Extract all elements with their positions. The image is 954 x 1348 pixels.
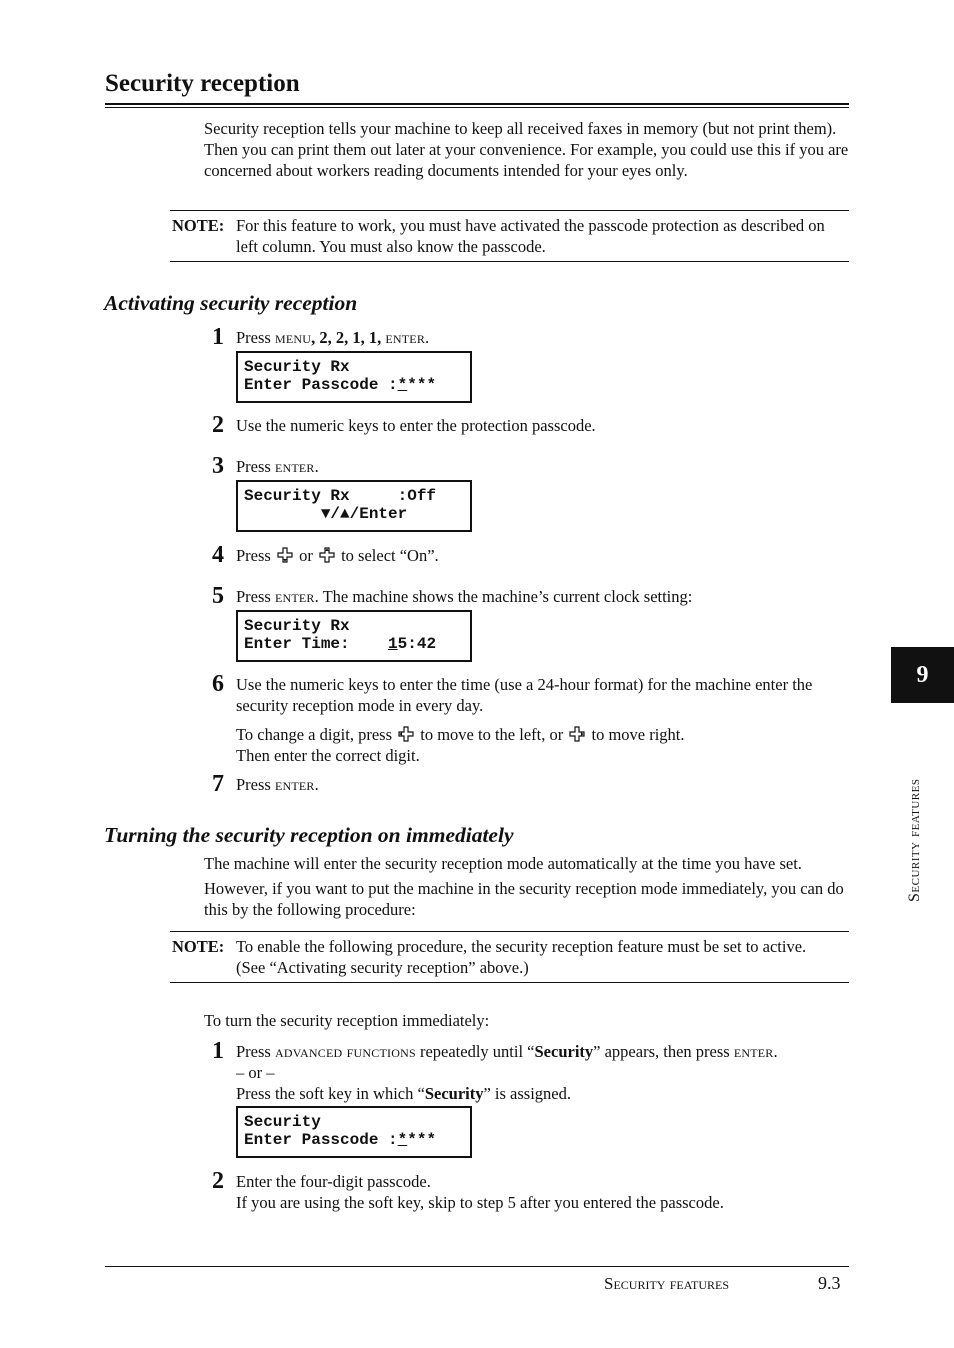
paragraph: However, if you want to put the machine in the security reception mode immediately, you can do this by the following procedure: bbox=[204, 879, 844, 919]
arrow-up-key-icon bbox=[319, 547, 335, 563]
lcd-display: Security Enter Passcode :**** bbox=[236, 1106, 472, 1158]
step-subtext: To change a digit, press to move to the left, or to move right. Then enter the correct digit. bbox=[236, 725, 685, 765]
arrow-down-key-icon bbox=[277, 547, 293, 563]
enter-key: enter bbox=[385, 328, 426, 347]
note-rule-top bbox=[170, 931, 849, 932]
step-text: Press enter. bbox=[236, 457, 319, 476]
arrow-left-key-icon bbox=[398, 726, 414, 742]
intro-paragraph: Security reception tells your machine to keep all received faxes in memory (but not print them). Then you can print them out later at your convenience. For example, you could use this if you are concerned about workers reading documents intended for your eyes only. bbox=[204, 119, 849, 180]
enter-key: enter bbox=[274, 775, 315, 794]
enter-key: enter bbox=[274, 457, 315, 476]
step-text: Use the numeric keys to enter the protection passcode. bbox=[236, 416, 596, 435]
step-number: 6 bbox=[212, 671, 224, 697]
arrow-right-key-icon bbox=[569, 726, 585, 742]
step-text: Press or to select “On”. bbox=[236, 546, 439, 565]
page-title: Security reception bbox=[105, 70, 300, 97]
advanced-functions-key: advanced functions bbox=[274, 1042, 416, 1061]
step-number: 2 bbox=[212, 412, 224, 438]
note-label: NOTE: bbox=[172, 937, 225, 956]
paragraph: The machine will enter the security reception mode automatically at the time you have set. bbox=[204, 854, 802, 873]
note-text: For this feature to work, you must have activated the passcode protection as described on left column. You must also know the passcode. bbox=[236, 216, 825, 256]
section-heading-activating: Activating security reception bbox=[104, 291, 358, 315]
enter-key: enter bbox=[274, 587, 315, 606]
chapter-tab: 9 bbox=[891, 647, 954, 703]
note-rule-bottom bbox=[170, 261, 849, 262]
step-number: 5 bbox=[212, 583, 224, 609]
lead-text: To turn the security reception immediately: bbox=[204, 1011, 490, 1030]
chapter-side-label: Security features bbox=[906, 778, 923, 902]
step-number: 3 bbox=[212, 453, 224, 479]
step-text: Press advanced functions repeatedly until “Security” appears, then press enter. – or – Press the soft key in which “Security” is assigned. bbox=[236, 1042, 778, 1103]
step-text: Press enter. bbox=[236, 775, 319, 794]
step-text: Enter the four-digit passcode. If you are using the soft key, skip to step 5 after you entered the passcode. bbox=[236, 1172, 724, 1212]
note-text: To enable the following procedure, the security reception feature must be set to active. (See “Activating security reception” above.) bbox=[236, 937, 807, 977]
step-number: 4 bbox=[212, 542, 224, 568]
lcd-display: Security Rx :Off ▼/▲/Enter bbox=[236, 480, 472, 532]
step-number: 7 bbox=[212, 771, 224, 797]
footer-label: Security features bbox=[604, 1274, 730, 1293]
step-text: Press menu, 2, 2, 1, 1, enter. bbox=[236, 328, 430, 347]
section-heading-immediately: Turning the security reception on immediately bbox=[104, 823, 514, 847]
enter-key: enter bbox=[733, 1042, 774, 1061]
step-number: 1 bbox=[212, 324, 224, 350]
menu-key: menu bbox=[274, 328, 312, 347]
step-text: Press enter. The machine shows the machine’s current clock setting: bbox=[236, 587, 693, 606]
footer-rule bbox=[105, 1266, 849, 1267]
step-number: 1 bbox=[212, 1038, 224, 1064]
page-number: 9.3 bbox=[818, 1273, 841, 1293]
title-rule bbox=[105, 103, 849, 108]
note-rule-top bbox=[170, 210, 849, 211]
lcd-display: Security Rx Enter Passcode :**** bbox=[236, 351, 472, 403]
step-text: Use the numeric keys to enter the time (use a 24-hour format) for the machine enter the security reception mode in every day. bbox=[236, 675, 813, 715]
note-rule-bottom bbox=[170, 982, 849, 983]
step-number: 2 bbox=[212, 1168, 224, 1194]
note-label: NOTE: bbox=[172, 216, 225, 235]
lcd-display: Security Rx Enter Time: 15:42 bbox=[236, 610, 472, 662]
